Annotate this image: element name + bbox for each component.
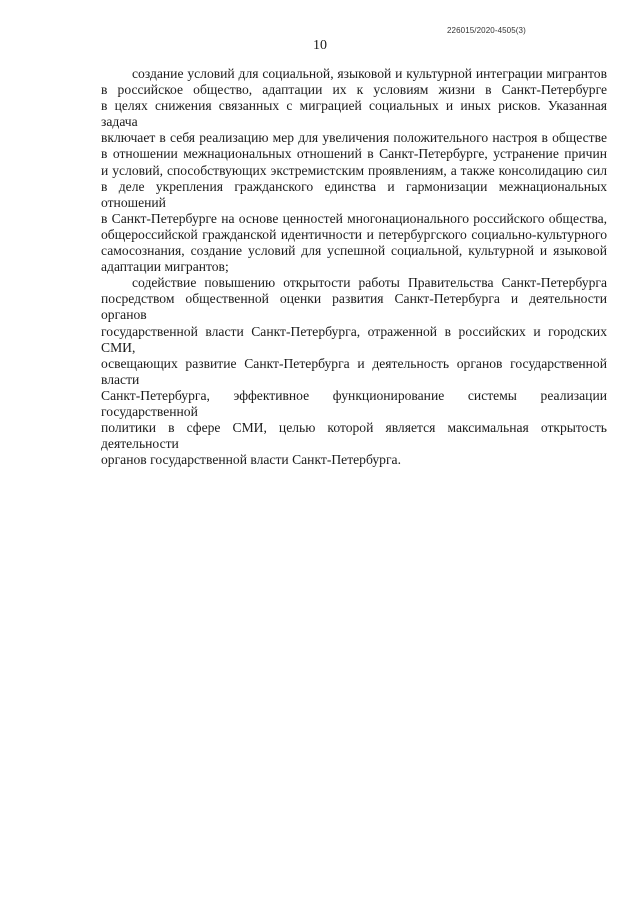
text-line: включает в себя реализацию мер для увеличения положительного настроя в обществе — [101, 130, 607, 146]
page-number: 10 — [313, 38, 327, 53]
text-line: в отношении межнациональных отношений в Санкт-Петербурге, устранение причин — [101, 146, 607, 162]
text-line: в деле укрепления гражданского единства и гармонизации межнациональных отношений — [101, 178, 607, 210]
paragraph — [101, 275, 607, 468]
text-line: общероссийской гражданской идентичности и петербургского социально-культурного — [101, 226, 607, 242]
text-line: в Санкт-Петербурге на основе ценностей многонационального российского общества, — [101, 210, 607, 226]
document-id: 226015/2020-4505(3) — [447, 26, 526, 35]
text-line: государственной власти Санкт-Петербурга, отраженной в российских и городских СМИ, — [101, 323, 607, 355]
text-line: содействие повышению открытости работы Правительства Санкт-Петербурга — [132, 275, 607, 291]
text-line: политики в сфере СМИ, целью которой является максимальная открытость деятельности — [101, 420, 607, 452]
text-line: Санкт-Петербурга, эффективное функционирование системы реализации государственной — [101, 387, 607, 419]
text-line: посредством общественной оценки развития Санкт-Петербурга и деятельности органов — [101, 291, 607, 323]
text-line: освещающих развитие Санкт-Петербурга и деятельность органов государственной власти — [101, 355, 607, 387]
text-line: в российское общество, адаптации их к условиям жизни в Санкт-Петербурге — [101, 82, 607, 98]
text-line: самосознания, создание условий для успешной социальной, культурной и языковой — [101, 243, 607, 259]
text-line: адаптации мигрантов; — [101, 259, 229, 275]
document-body — [101, 66, 607, 468]
text-line: создание условий для социальной, языковой и культурной интеграции мигрантов — [132, 66, 607, 81]
text-line: органов государственной власти Санкт-Петербурга. — [101, 452, 401, 468]
paragraph — [101, 66, 607, 275]
text-line: в целях снижения связанных с миграцией социальных и иных рисков. Указанная задача — [101, 98, 607, 130]
text-line: и условий, способствующих экстремистским проявлениям, а также консолидацию сил — [101, 162, 607, 178]
